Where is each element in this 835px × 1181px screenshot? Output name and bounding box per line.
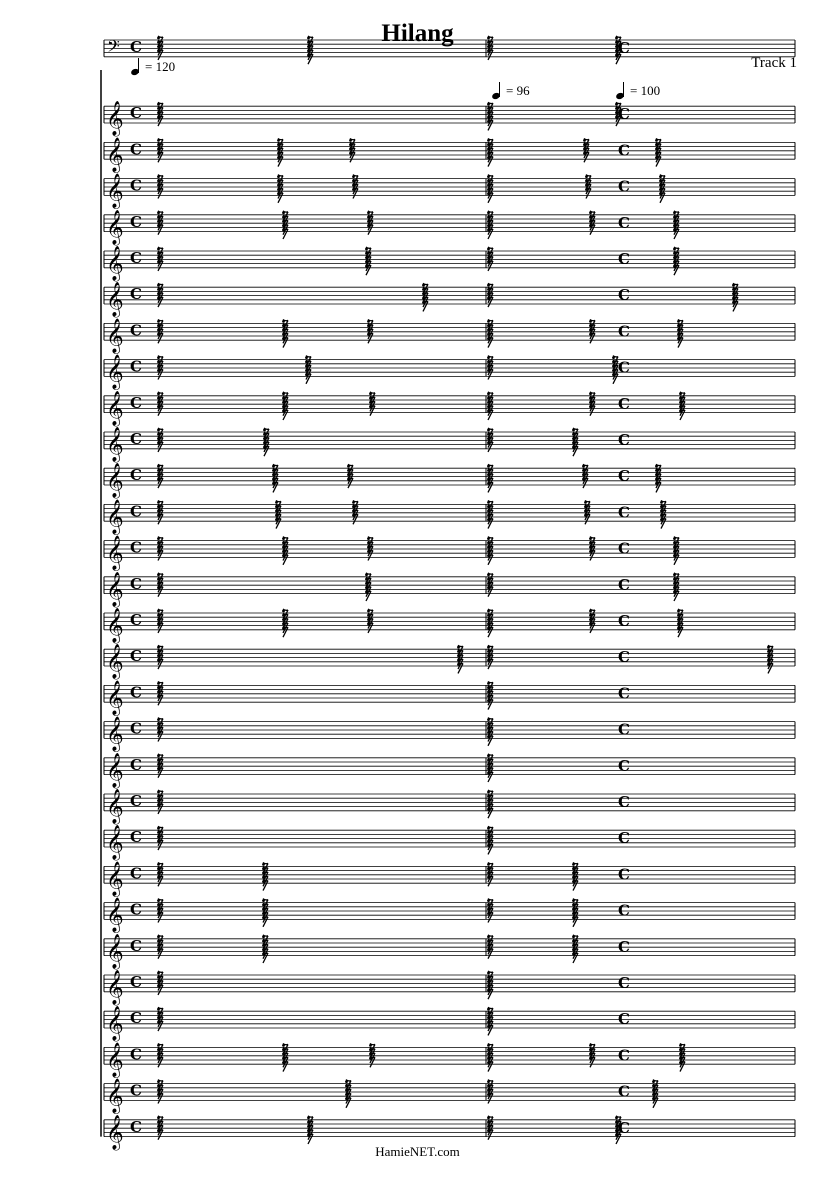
rest-icon bbox=[487, 862, 493, 886]
treble-clef-icon: 𝄞 bbox=[106, 752, 124, 788]
time-signature: C bbox=[618, 431, 630, 449]
treble-clef-icon: 𝄞 bbox=[106, 209, 124, 245]
rest-icon bbox=[349, 138, 355, 162]
time-signature: C bbox=[130, 249, 142, 267]
rest-icon bbox=[487, 899, 493, 923]
rest-icon bbox=[589, 609, 595, 633]
rest-icon bbox=[157, 935, 163, 959]
time-signature: C bbox=[618, 250, 630, 268]
rest-icon bbox=[157, 681, 163, 705]
rest-icon bbox=[487, 645, 493, 669]
rest-icon bbox=[157, 862, 163, 886]
treble-clef-icon: 𝄞 bbox=[106, 427, 124, 462]
time-signature: C bbox=[130, 466, 142, 485]
time-signature: C bbox=[618, 684, 630, 703]
treble-clef-icon: 𝄞 bbox=[106, 173, 124, 209]
treble-clef-icon: 𝄞 bbox=[106, 716, 124, 752]
rest-icon bbox=[589, 211, 595, 235]
rest-icon bbox=[369, 392, 375, 416]
treble-clef-icon: 𝄞 bbox=[106, 861, 124, 897]
rest-icon bbox=[157, 1080, 163, 1104]
bass-clef-icon: 𝄢 bbox=[107, 36, 120, 60]
rest-icon bbox=[352, 500, 358, 524]
time-signature: C bbox=[618, 503, 630, 522]
time-signature: C bbox=[130, 611, 142, 629]
rest-icon bbox=[157, 1116, 163, 1140]
rest-icon bbox=[157, 971, 163, 995]
rest-icon bbox=[487, 283, 493, 307]
tempo-label: = 96 bbox=[506, 83, 530, 98]
rest-icon bbox=[487, 36, 493, 60]
time-signature: C bbox=[130, 176, 142, 195]
time-signature: C bbox=[618, 358, 630, 377]
tempo-label: = 100 bbox=[630, 83, 661, 98]
treble-clef-icon: 𝄞 bbox=[106, 535, 124, 571]
rest-icon bbox=[487, 356, 493, 380]
treble-clef-icon: 𝄞 bbox=[106, 825, 124, 861]
rest-icon bbox=[347, 464, 353, 488]
time-signature: C bbox=[130, 683, 142, 702]
rest-icon bbox=[157, 826, 163, 850]
rest-icon bbox=[369, 1043, 375, 1067]
time-signature: C bbox=[130, 1045, 142, 1064]
time-signature: C bbox=[130, 1009, 142, 1028]
rest-icon bbox=[367, 609, 373, 633]
time-signature: C bbox=[618, 1118, 630, 1137]
rest-icon bbox=[157, 1007, 163, 1031]
rest-icon bbox=[157, 645, 163, 669]
time-signature: C bbox=[618, 829, 630, 848]
time-signature: C bbox=[130, 393, 142, 412]
treble-clef-icon: 𝄞 bbox=[106, 970, 124, 1005]
time-signature: C bbox=[618, 865, 630, 884]
time-signature: C bbox=[130, 828, 142, 847]
time-signature: C bbox=[130, 900, 142, 919]
time-signature: C bbox=[130, 1117, 142, 1136]
track-label: Track 1 bbox=[751, 55, 797, 71]
rest-icon bbox=[157, 102, 163, 126]
rest-icon bbox=[589, 319, 595, 343]
treble-clef-icon: 𝄞 bbox=[106, 101, 124, 137]
time-signature: C bbox=[130, 792, 142, 810]
rest-icon bbox=[157, 36, 163, 60]
rest-icon bbox=[487, 935, 493, 959]
rest-icon bbox=[487, 1116, 493, 1140]
rest-icon bbox=[582, 464, 588, 488]
treble-clef-icon: 𝄞 bbox=[106, 680, 124, 716]
time-signature: C bbox=[618, 612, 630, 630]
treble-clef-icon: 𝄞 bbox=[106, 390, 124, 426]
time-signature: C bbox=[618, 213, 630, 232]
rest-icon bbox=[157, 754, 163, 778]
rest-icon bbox=[487, 247, 493, 271]
time-signature: C bbox=[130, 212, 142, 231]
rest-icon bbox=[157, 537, 163, 561]
time-signature: C bbox=[130, 140, 142, 159]
rest-icon bbox=[589, 1043, 595, 1067]
time-signature: C bbox=[618, 1082, 630, 1101]
rest-icon bbox=[157, 790, 163, 814]
rest-icon bbox=[157, 175, 163, 199]
treble-clef-icon: 𝄞 bbox=[106, 246, 124, 281]
rest-icon bbox=[157, 573, 163, 597]
treble-clef-icon: 𝄞 bbox=[106, 1078, 124, 1114]
tempo-label: = 120 bbox=[145, 59, 176, 74]
rest-icon bbox=[157, 899, 163, 923]
time-signature: C bbox=[130, 321, 142, 340]
time-signature: C bbox=[618, 539, 630, 558]
rest-icon bbox=[487, 428, 493, 452]
time-signature: C bbox=[130, 864, 142, 883]
time-signature: C bbox=[618, 575, 630, 594]
rest-icon bbox=[367, 319, 373, 343]
rest-icon bbox=[157, 500, 163, 524]
rest-icon bbox=[589, 392, 595, 416]
time-signature: C bbox=[618, 1010, 630, 1029]
rest-icon bbox=[367, 537, 373, 561]
rest-icon bbox=[157, 211, 163, 235]
rest-icon bbox=[157, 1043, 163, 1067]
treble-clef-icon: 𝄞 bbox=[106, 463, 124, 499]
time-signature: C bbox=[130, 1081, 142, 1100]
time-signature: C bbox=[618, 39, 630, 57]
treble-clef-icon: 𝄞 bbox=[106, 571, 124, 607]
time-signature: C bbox=[618, 141, 630, 160]
treble-clef-icon: 𝄞 bbox=[106, 318, 124, 354]
treble-clef-icon: 𝄞 bbox=[106, 1114, 124, 1150]
time-signature: C bbox=[130, 755, 142, 774]
time-signature: C bbox=[618, 793, 630, 811]
time-signature: C bbox=[618, 720, 630, 739]
time-signature: C bbox=[618, 105, 630, 124]
time-signature: C bbox=[618, 1046, 630, 1065]
treble-clef-icon: 𝄞 bbox=[106, 1042, 124, 1078]
time-signature: C bbox=[130, 973, 142, 991]
rest-icon bbox=[157, 609, 163, 633]
footer-credit: HamieNET.com bbox=[375, 1144, 460, 1159]
treble-clef-icon: 𝄞 bbox=[106, 897, 124, 933]
time-signature: C bbox=[618, 937, 630, 956]
time-signature: C bbox=[130, 430, 142, 448]
rest-icon bbox=[157, 464, 163, 488]
time-signature: C bbox=[130, 538, 142, 557]
rest-icon bbox=[487, 573, 493, 597]
time-signature: C bbox=[618, 974, 630, 992]
rest-icon bbox=[157, 247, 163, 271]
rest-icon bbox=[585, 175, 591, 199]
time-signature: C bbox=[130, 285, 142, 304]
treble-clef-icon: 𝄞 bbox=[106, 137, 124, 173]
rest-icon bbox=[157, 319, 163, 343]
time-signature: C bbox=[130, 38, 142, 56]
time-signature: C bbox=[130, 647, 142, 666]
time-signature: C bbox=[618, 177, 630, 196]
time-signature: C bbox=[618, 901, 630, 920]
treble-clef-icon: 𝄞 bbox=[106, 282, 124, 318]
time-signature: C bbox=[618, 394, 630, 413]
rest-icon bbox=[157, 283, 163, 307]
time-signature: C bbox=[618, 322, 630, 341]
treble-clef-icon: 𝄞 bbox=[106, 1006, 124, 1042]
rest-icon bbox=[157, 718, 163, 742]
time-signature: C bbox=[130, 574, 142, 593]
treble-clef-icon: 𝄞 bbox=[106, 354, 124, 390]
treble-clef-icon: 𝄞 bbox=[106, 644, 124, 680]
time-signature: C bbox=[130, 357, 142, 376]
rest-icon bbox=[157, 392, 163, 416]
rest-icon bbox=[584, 500, 590, 524]
time-signature: C bbox=[130, 719, 142, 738]
rest-icon bbox=[352, 175, 358, 199]
treble-clef-icon: 𝄞 bbox=[106, 789, 124, 824]
rest-icon bbox=[589, 537, 595, 561]
time-signature: C bbox=[618, 467, 630, 486]
time-signature: C bbox=[618, 648, 630, 667]
time-signature: C bbox=[130, 936, 142, 955]
time-signature: C bbox=[130, 104, 142, 123]
rest-icon bbox=[367, 211, 373, 235]
rest-icon bbox=[157, 138, 163, 162]
time-signature: C bbox=[618, 756, 630, 775]
time-signature: C bbox=[618, 286, 630, 305]
treble-clef-icon: 𝄞 bbox=[106, 608, 124, 643]
rest-icon bbox=[487, 1080, 493, 1104]
time-signature: C bbox=[130, 502, 142, 521]
rest-icon bbox=[157, 356, 163, 380]
rest-icon bbox=[583, 138, 589, 162]
piece-title: Hilang bbox=[381, 20, 454, 47]
treble-clef-icon: 𝄞 bbox=[106, 933, 124, 969]
treble-clef-icon: 𝄞 bbox=[106, 499, 124, 535]
rest-icon bbox=[157, 428, 163, 452]
